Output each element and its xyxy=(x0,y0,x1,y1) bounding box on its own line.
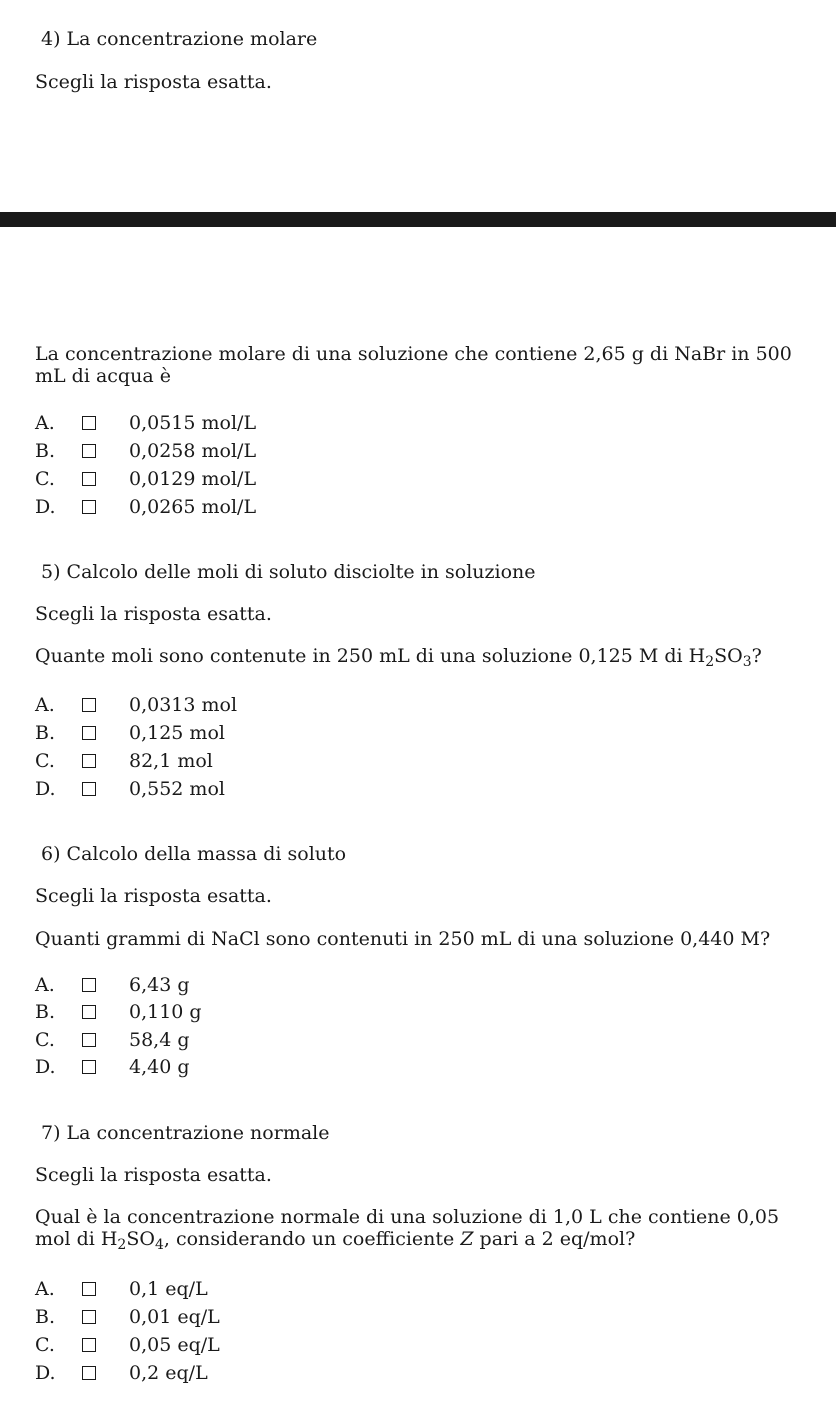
checkbox[interactable] xyxy=(82,698,96,712)
checkbox[interactable] xyxy=(82,1060,96,1074)
option-letter: D. xyxy=(35,778,56,800)
option-value: 6,43 g xyxy=(129,974,190,996)
option-letter: D. xyxy=(35,1056,56,1078)
option-letter: C. xyxy=(35,1334,55,1356)
q5-instruction: Scegli la risposta esatta. xyxy=(35,603,272,625)
option-letter: D. xyxy=(35,1362,56,1384)
checkbox[interactable] xyxy=(82,1366,96,1380)
option-letter: A. xyxy=(35,694,55,716)
q6-heading: 6) Calcolo della massa di soluto xyxy=(41,843,347,865)
option-letter: D. xyxy=(35,496,56,518)
checkbox[interactable] xyxy=(82,444,96,458)
option-letter: B. xyxy=(35,1306,56,1328)
q6-question: Quanti grammi di NaCl sono contenuti in 250 mL di una soluzione 0,440 M? xyxy=(35,928,771,950)
option-value: 0,1 eq/L xyxy=(129,1278,208,1300)
q4-question: La concentrazione molare di una soluzione che contiene 2,65 g di NaBr in 500 mL di acqua è xyxy=(35,343,792,387)
q5-question: Quante moli sono contenute in 250 mL di una soluzione 0,125 M di $H_2SO_3$? xyxy=(35,645,762,670)
checkbox[interactable] xyxy=(82,416,96,430)
option-letter: A. xyxy=(35,974,55,996)
option-value: 0,2 eq/L xyxy=(129,1362,208,1384)
option-value: 0,0313 mol xyxy=(129,694,238,716)
option-value: 0,0129 mol/L xyxy=(129,468,257,490)
checkbox[interactable] xyxy=(82,500,96,514)
option-letter: B. xyxy=(35,1001,56,1023)
checkbox[interactable] xyxy=(82,782,96,796)
checkbox[interactable] xyxy=(82,472,96,486)
option-letter: B. xyxy=(35,440,56,462)
checkbox[interactable] xyxy=(82,1310,96,1324)
q7-heading: 7) La concentrazione normale xyxy=(41,1122,330,1144)
q4-heading: 4) La concentrazione molare xyxy=(41,28,318,50)
option-value: 0,0258 mol/L xyxy=(129,440,257,462)
option-letter: C. xyxy=(35,468,55,490)
option-value: 0,05 eq/L xyxy=(129,1334,220,1356)
checkbox[interactable] xyxy=(82,1282,96,1296)
option-value: 0,01 eq/L xyxy=(129,1306,220,1328)
checkbox[interactable] xyxy=(82,1338,96,1352)
q7-instruction: Scegli la risposta esatta. xyxy=(35,1164,272,1186)
checkbox[interactable] xyxy=(82,1033,96,1047)
checkbox[interactable] xyxy=(82,726,96,740)
option-value: 0,110 g xyxy=(129,1001,202,1023)
option-value: 0,125 mol xyxy=(129,722,225,744)
option-letter: C. xyxy=(35,1029,55,1051)
option-letter: C. xyxy=(35,750,55,772)
q6-instruction: Scegli la risposta esatta. xyxy=(35,885,272,907)
page-divider xyxy=(0,212,836,227)
checkbox[interactable] xyxy=(82,978,96,992)
q7-question: Qual è la concentrazione normale di una soluzione di 1,0 L che contiene 0,05 mol di $H_2SO_4$, considerando un coefficiente Z pari a 2 eq/mol? xyxy=(35,1206,780,1253)
checkbox[interactable] xyxy=(82,1005,96,1019)
option-value: 4,40 g xyxy=(129,1056,190,1078)
option-letter: A. xyxy=(35,1278,55,1300)
q4-instruction: Scegli la risposta esatta. xyxy=(35,71,272,93)
option-value: 58,4 g xyxy=(129,1029,190,1051)
q5-heading: 5) Calcolo delle moli di soluto disciolte in soluzione xyxy=(41,561,536,583)
option-letter: A. xyxy=(35,412,55,434)
option-value: 0,0515 mol/L xyxy=(129,412,257,434)
option-value: 82,1 mol xyxy=(129,750,213,772)
option-letter: B. xyxy=(35,722,56,744)
option-value: 0,552 mol xyxy=(129,778,225,800)
option-value: 0,0265 mol/L xyxy=(129,496,257,518)
checkbox[interactable] xyxy=(82,754,96,768)
